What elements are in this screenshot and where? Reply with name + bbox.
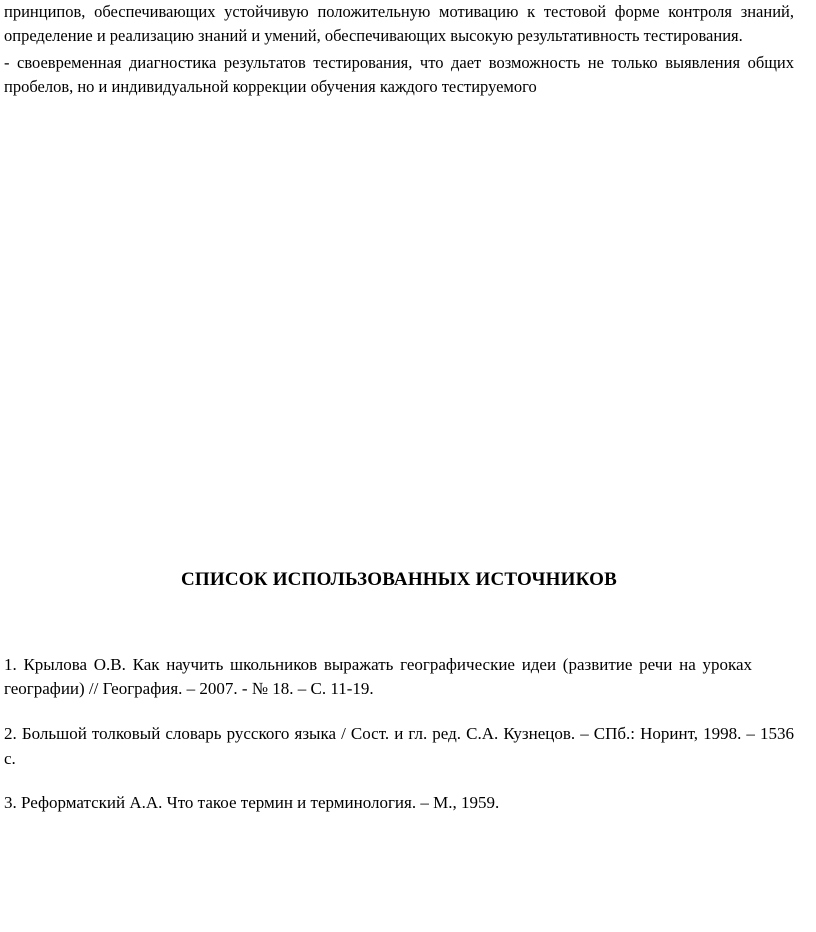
section-heading-sources: СПИСОК ИСПОЛЬЗОВАННЫХ ИСТОЧНИКОВ	[181, 568, 617, 590]
paragraph-continued-text: принципов, обеспечивающих устойчивую положительную мотивацию к тестовой форме контроля знаний, определение и реализацию знаний и умений, обеспечивающих высокую результативность тестирования.	[4, 2, 794, 45]
reference-1-line1: 1. Крылова О.В. Как научить школьников выражать географические идеи (развитие речи на уроках	[4, 654, 752, 674]
reference-1-line2: географии) // География. – 2007. - № 18. – С. 11-19.	[4, 679, 374, 699]
paragraph-diagnostics: - своевременная диагностика результатов тестирования, что дает возможность не только выявления общих пробелов, но и индивидуальной коррекции обучения каждого тестируемого	[4, 52, 794, 96]
heading-spacer	[4, 591, 794, 653]
reference-item-1	[4, 653, 794, 702]
reference-item-2: 2. Большой толковый словарь русского языка / Сост. и гл. ред. С.А. Кузнецов. – СПб.: Норинт, 1998. – 1536 с.	[4, 723, 794, 768]
reference-item-3: 3. Реформатский А.А. Что такое термин и терминология. – М., 1959.	[4, 793, 500, 813]
vertical-spacer	[4, 99, 794, 569]
